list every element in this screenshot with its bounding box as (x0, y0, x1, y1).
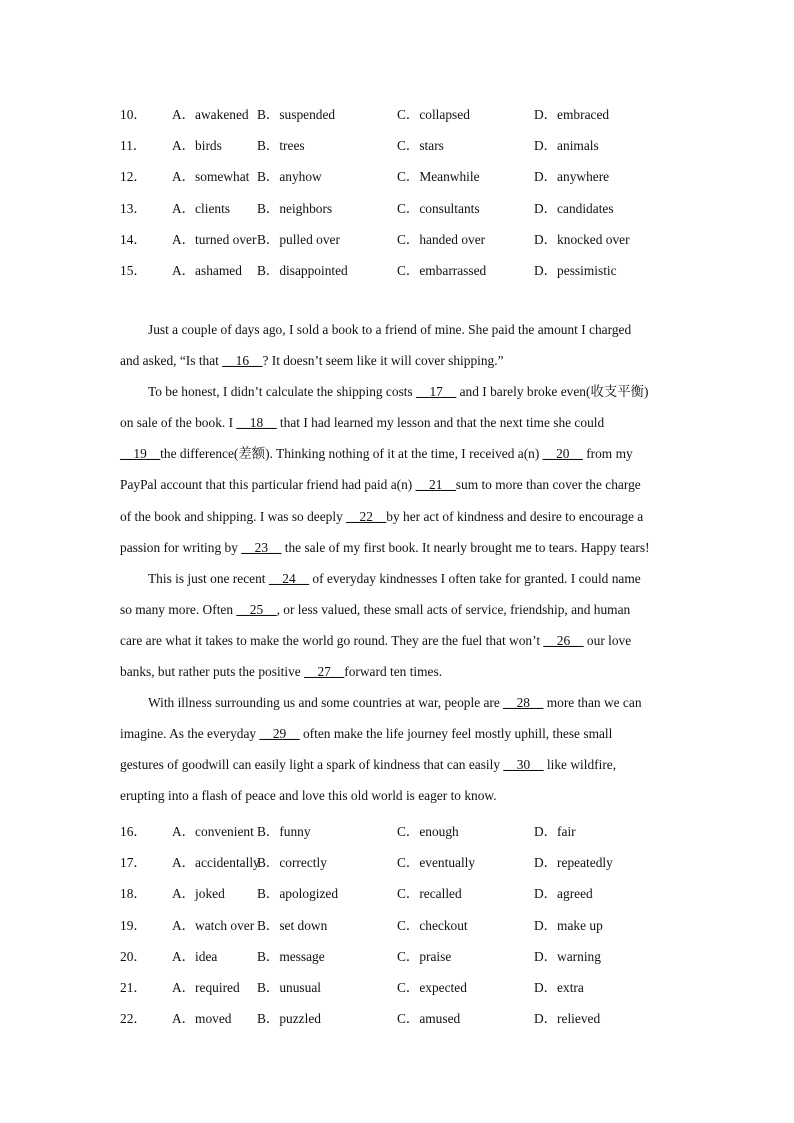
choice-d[interactable]: D．agreed (534, 886, 593, 902)
choice-a[interactable]: A．somewhat (172, 169, 250, 185)
choice-a[interactable]: A．accidentally (172, 855, 260, 871)
blank-25[interactable]: __25__ (236, 601, 277, 617)
choice-d[interactable]: D．fair (534, 824, 576, 839)
blank-17[interactable]: __17__ (416, 384, 457, 400)
choice-b[interactable]: B．correctly (257, 855, 327, 871)
choice-b[interactable]: B．pulled over (257, 231, 340, 247)
passage-line: passion for writing by __23__ the sale of my first book. It nearly brought me to tears. Happy tears! (120, 539, 650, 555)
choice-c[interactable]: C．praise (397, 948, 452, 964)
choice-c[interactable]: C．checkout (397, 917, 468, 933)
blank-16[interactable]: __16__ (222, 353, 263, 369)
question-number: 22． (120, 1011, 147, 1027)
choice-b[interactable]: B．trees (257, 138, 305, 154)
question-number: 10． (120, 107, 147, 122)
choice-c[interactable]: C．amused (397, 1011, 461, 1027)
choice-a[interactable]: A．idea (172, 948, 218, 964)
blank-23[interactable]: __23__ (241, 539, 282, 555)
question-number: 20． (120, 948, 147, 964)
choice-d[interactable]: D．knocked over (534, 231, 630, 247)
blank-26[interactable]: __26__ (543, 632, 584, 648)
choice-c[interactable]: C．recalled (397, 886, 462, 902)
question-number: 13． (120, 200, 147, 216)
blank-28[interactable]: __28__ (503, 695, 544, 711)
choice-b[interactable]: B．set down (257, 917, 328, 933)
choice-d[interactable]: D．repeatedly (534, 855, 613, 871)
choice-d[interactable]: D．candidates (534, 200, 614, 216)
passage-line: Just a couple of days ago, I sold a book to a friend of mine. She paid the amount I charged (148, 322, 632, 337)
choice-c[interactable]: C．consultants (397, 200, 480, 216)
choice-b[interactable]: B．unusual (257, 979, 321, 995)
choice-b[interactable]: B．anyhow (257, 169, 322, 185)
passage-line: care are what it takes to make the world go round. They are the fuel that won’t __26__ our love (120, 632, 632, 648)
question-number: 19． (120, 917, 147, 933)
choice-b[interactable]: B．neighbors (257, 200, 333, 216)
passage-line: banks, but rather puts the positive __27__forward ten times. (120, 664, 443, 680)
choice-d[interactable]: D．relieved (534, 1011, 601, 1027)
blank-18[interactable]: __18__ (236, 415, 277, 431)
choice-a[interactable]: A．required (172, 979, 240, 995)
passage-line: To be honest, I didn’t calculate the shipping costs __17__ and I barely broke even(收支平衡) (148, 384, 649, 400)
choice-a[interactable]: A．awakened (172, 107, 249, 122)
choice-a[interactable]: A．birds (172, 138, 222, 154)
passage-line: PayPal account that this particular friend had paid a(n) __21__sum to more than cover the charge (120, 477, 641, 493)
choice-b[interactable]: B．puzzled (257, 1011, 321, 1027)
passage-line: on sale of the book. I __18__ that I had learned my lesson and that the next time she could (120, 415, 605, 431)
choice-b[interactable]: B．disappointed (257, 262, 348, 278)
blank-20[interactable]: __20__ (542, 446, 583, 462)
question-number: 15． (120, 262, 147, 278)
choice-a[interactable]: A．watch over (172, 917, 255, 933)
choice-c[interactable]: C．enough (397, 824, 459, 839)
choice-d[interactable]: D．animals (534, 138, 599, 154)
choice-d[interactable]: D．anywhere (534, 169, 610, 185)
choice-b[interactable]: B．suspended (257, 107, 336, 122)
question-number: 17． (120, 855, 147, 871)
blank-27[interactable]: __27__ (304, 664, 345, 680)
choice-d[interactable]: D．extra (534, 979, 584, 995)
choice-c[interactable]: C．eventually (397, 855, 476, 871)
blank-21[interactable]: __21__ (415, 477, 456, 493)
blank-30[interactable]: __30__ (503, 757, 544, 773)
choice-c[interactable]: C．expected (397, 979, 467, 995)
blank-24[interactable]: __24__ (268, 570, 310, 586)
passage-line: of the book and shipping. I was so deeply __22__by her act of kindness and desire to encourage a (120, 508, 644, 524)
choice-d[interactable]: D．pessimistic (534, 262, 617, 278)
passage-line: gestures of goodwill can easily light a spark of kindness that can easily __30__ like wildfire, (120, 757, 617, 773)
blank-22[interactable]: __22__ (346, 508, 387, 524)
question-number: 18． (120, 886, 147, 902)
choice-a[interactable]: A．moved (172, 1011, 232, 1027)
passage-line: With illness surrounding us and some countries at war, people are __28__ more than we can (148, 695, 642, 711)
question-number: 21． (120, 979, 147, 995)
choice-b[interactable]: B．message (257, 948, 325, 964)
passage-line: __19__the difference(差额). Thinking nothing of it at the time, I received a(n) __20__ from my (120, 446, 633, 462)
choice-c[interactable]: C．handed over (397, 231, 486, 247)
reading-passage (120, 320, 680, 818)
choice-c[interactable]: C．stars (397, 138, 444, 154)
choice-c[interactable]: C．collapsed (397, 107, 470, 122)
question-number: 16． (120, 824, 147, 839)
choice-a[interactable]: A．ashamed (172, 262, 242, 278)
choice-b[interactable]: B．funny (257, 824, 311, 839)
choice-c[interactable]: C．embarrassed (397, 262, 487, 278)
question-number: 11． (120, 138, 147, 154)
passage-line: This is just one recent __24__ of everyday kindnesses I often take for granted. I could name (148, 570, 641, 586)
choice-a[interactable]: A．joked (172, 886, 225, 902)
passage-line: imagine. As the everyday __29__ often make the life journey feel mostly uphill, these small (120, 726, 613, 742)
choice-a[interactable]: A．turned over (172, 231, 257, 247)
choice-a[interactable]: A．clients (172, 200, 231, 216)
question-number: 12． (120, 169, 147, 185)
choice-a[interactable]: A．convenient (172, 824, 254, 839)
passage-line: so many more. Often __25__, or less valued, these small acts of service, friendship, and human (120, 601, 631, 617)
choice-c[interactable]: C．Meanwhile (397, 169, 480, 185)
choice-d[interactable]: D．warning (534, 948, 601, 964)
choice-d[interactable]: D．make up (534, 917, 603, 933)
blank-29[interactable]: __29__ (259, 726, 300, 742)
question-number: 14． (120, 231, 147, 247)
passage-line: and asked, “Is that __16__? It doesn’t seem like it will cover shipping.” (120, 353, 504, 369)
blank-19[interactable]: __19__ (120, 446, 161, 462)
choice-d[interactable]: D．embraced (534, 107, 610, 122)
choice-b[interactable]: B．apologized (257, 886, 339, 902)
passage-line: erupting into a flash of peace and love this old world is eager to know. (120, 788, 497, 804)
